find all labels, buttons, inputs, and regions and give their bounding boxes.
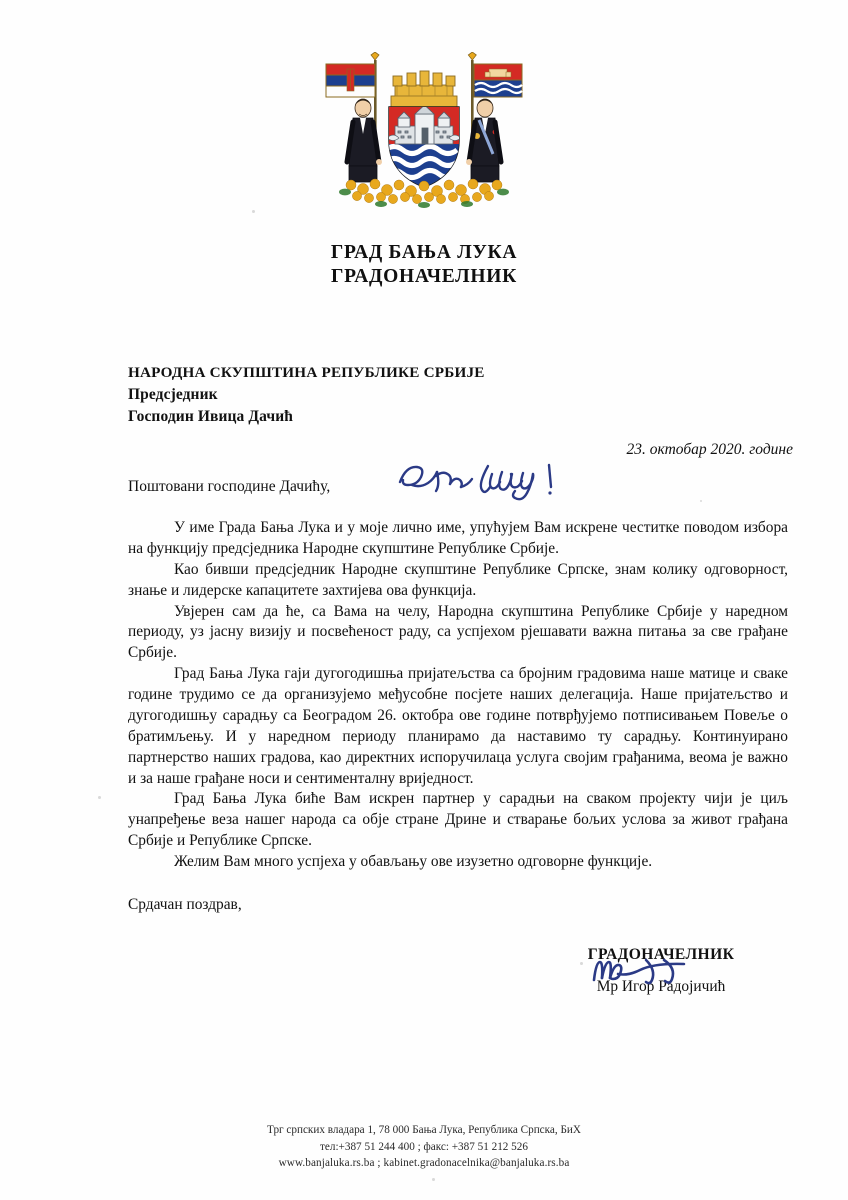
letterhead-title-line1: ГРАД БАЊА ЛУКА <box>330 242 518 263</box>
footer <box>0 1122 848 1172</box>
date-line: 23. октобар 2020. године <box>626 441 793 458</box>
footer-phone: тел:+387 51 244 400 ; факс: +387 51 212 526 <box>320 1140 528 1153</box>
addressee-role: Предсједник <box>128 385 218 403</box>
footer-address: Трг српских владара 1, 78 000 Бања Лука, Република Српска, БиХ <box>267 1124 581 1136</box>
signature-block <box>546 946 776 996</box>
footer-web-email: www.banjaluka.rs.ba ; kabinet.gradonacelnika@banjaluka.rs.ba <box>278 1157 570 1170</box>
letter-body <box>128 518 788 873</box>
letterhead <box>0 52 848 289</box>
addressee-name: Господин Ивица Дачић <box>128 407 293 425</box>
addressee-institution: НАРОДНА СКУПШТИНА РЕПУБЛИКЕ СРБИЈЕ <box>128 364 485 381</box>
body-paragraph: Увјерен сам да ће, са Вама на челу, Народна скупштина Републике Србије у наредном периоду, уз јасну визију и посвећеност раду, са успјехом рјешавати важна питања за све грађане Србије. <box>128 602 788 662</box>
addressee-block <box>128 362 485 428</box>
body-paragraph: У име Града Бања Лука и у моје лично име, упућујем Вам искрене честитке поводом избора на функцију предсједника Народне скупштине Републике Србије. <box>128 519 788 557</box>
letterhead-title <box>0 241 848 289</box>
signatory-name: Мр Игор Радојичић <box>596 978 726 995</box>
body-paragraph: Град Бања Лука биће Вам искрен партнер у сарадњи на сваком пројекту чији је циљ унапређење веза нашег народа са обје стране Дрине и стварање бољих услова за живот грађана Србије и Републике Српске. <box>128 790 788 850</box>
scan-speck <box>98 796 101 799</box>
scan-speck <box>432 1178 435 1181</box>
closing-line: Срдачан поздрав, <box>128 896 242 913</box>
body-paragraph: Град Бања Лука гаји дугогодишња пријатељства са бројним градовима наше матице и сваке године трудимо се да организујемо међусобне посјете наших делегација. Наше пријатељство и дугогодишњу сарадњу са Београдом 26. октобра ове године потврђујемо потписивањем Повеље о братимљењу. И у наредном периоду планирамо да наставимо ту сарадњу. Континуирано партнерство наших градова, као директних испоручилаца услуга својим грађанима, веома је важно и за наше грађане носи и сентименталну вриједност. <box>128 665 788 787</box>
body-paragraph: Желим Вам много успјеха у обављању ове изузетно одговорне функције. <box>174 853 653 870</box>
coat-of-arms-icon <box>319 52 529 227</box>
handwritten-signature <box>546 952 776 982</box>
signature-title: ГРАДОНАЧЕЛНИК <box>587 946 735 963</box>
body-paragraph: Као бивши предсједник Народне скупштине Републике Српске, знам колику одговорност, знање и лидерске капацитете захтијева ова функција. <box>128 560 788 599</box>
handwritten-greeting <box>392 452 592 504</box>
letterhead-title-line2: ГРАДОНАЧЕЛНИК <box>331 266 517 288</box>
scan-speck <box>700 500 702 502</box>
salutation: Поштовани господине Дачићу, <box>128 478 331 495</box>
